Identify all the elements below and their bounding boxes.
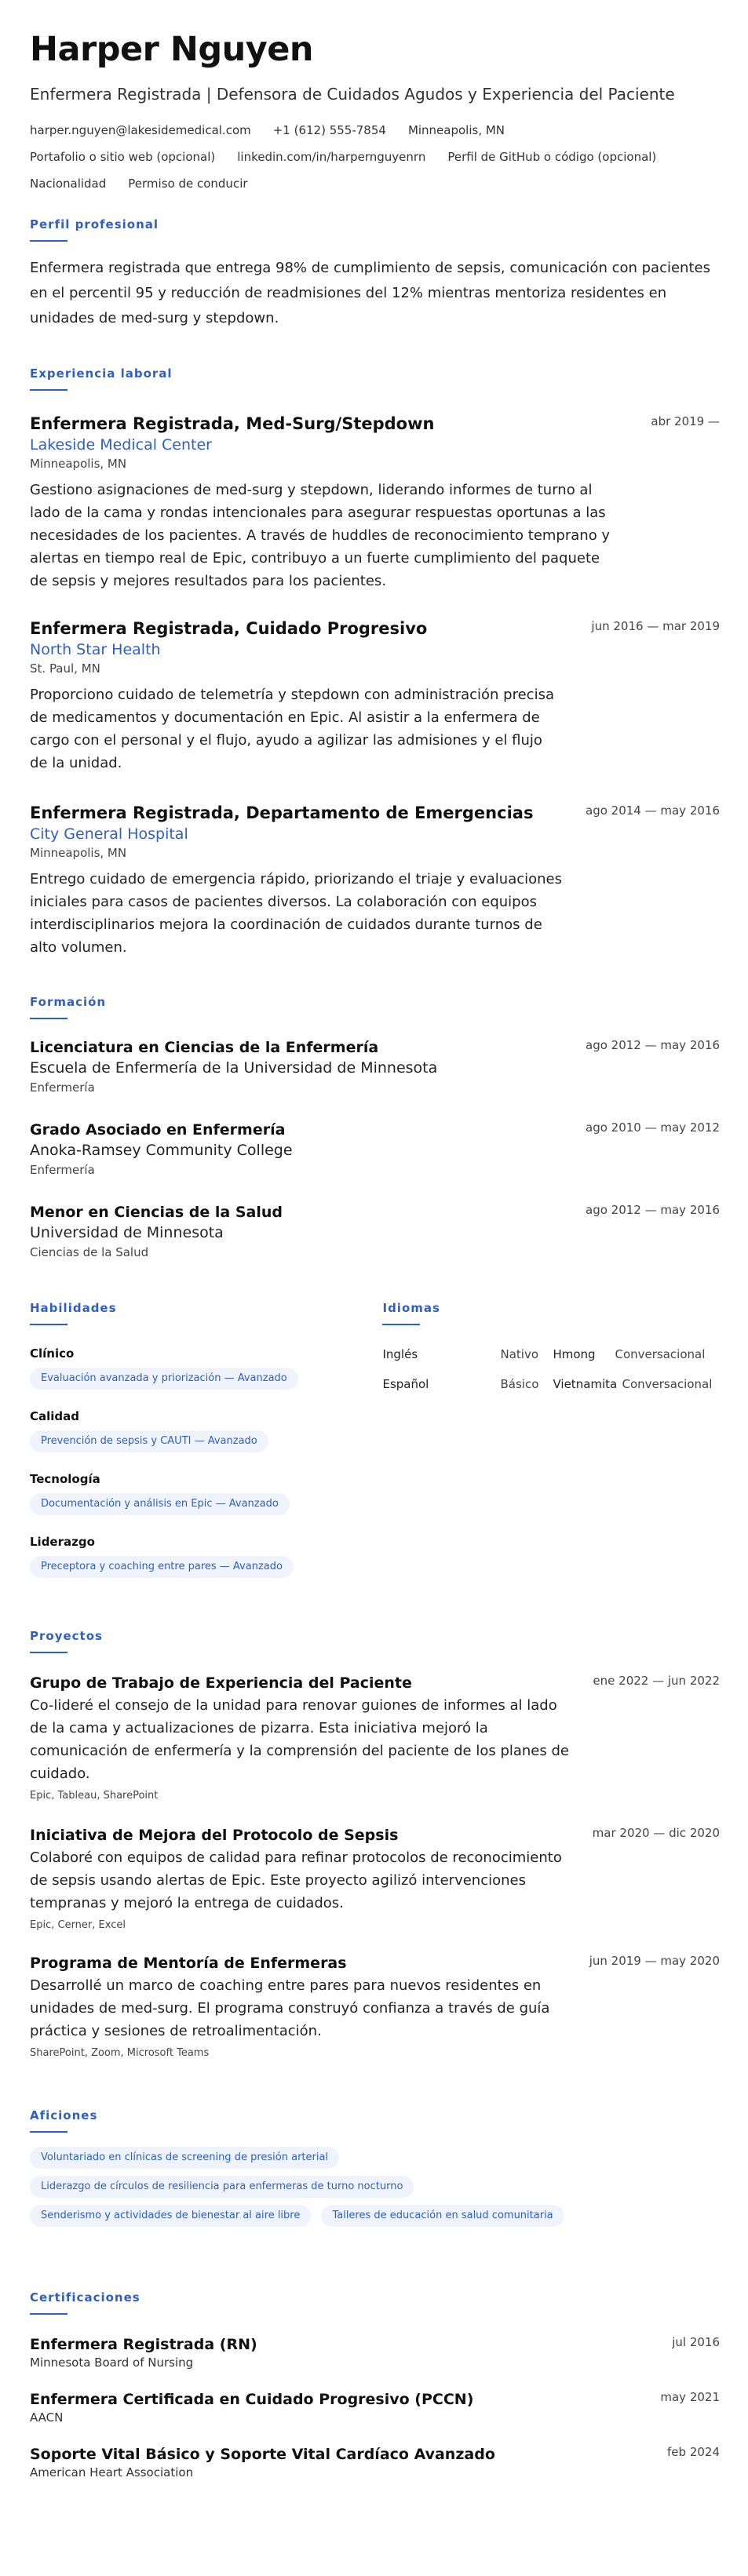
job-description: Gestiono asignaciones de med-surg y stepdown, liderando informes de turno al lado de la cama y rondas intencionales para asegurar respuestas oportunas a las necesidades de los pacientes. A través de huddles de reconocimiento temprano y alertas en tiempo real de Epic, contribuyo a un fuerte cumplimiento del paquete de sepsis y mejores resultados para los pacientes. bbox=[30, 482, 611, 589]
school-name: Escuela de Enfermería de la Universidad de Minnesota bbox=[30, 1059, 438, 1077]
section-divider bbox=[30, 2131, 68, 2133]
section-title: Proyectos bbox=[30, 1629, 103, 1643]
skill-chip: Documentación y análisis en Epic — Avanzado bbox=[30, 1493, 290, 1515]
skill-category: Clínico bbox=[30, 1346, 75, 1361]
certification-title: Enfermera Registrada (RN) bbox=[30, 2336, 257, 2353]
employer-link[interactable]: North Star Health bbox=[30, 641, 161, 658]
contact-website[interactable]: Portafolio o sitio web (opcional) bbox=[30, 150, 216, 164]
section-title: Perfil profesional bbox=[30, 217, 159, 231]
school-name: Anoka-Ramsey Community College bbox=[30, 1142, 293, 1159]
skills-languages-row bbox=[30, 1300, 720, 1578]
language-name: Español bbox=[382, 1377, 429, 1391]
project-title: Grupo de Trabajo de Experiencia del Paciente bbox=[30, 1674, 412, 1692]
project-tech: Epic, Cerner, Excel bbox=[30, 1919, 126, 1931]
skills-section bbox=[30, 1300, 382, 1578]
section-title: Idiomas bbox=[382, 1301, 440, 1315]
certification-entry bbox=[30, 2390, 720, 2426]
job-date: ago 2014 — may 2016 bbox=[586, 803, 720, 818]
field-of-study: Enfermería bbox=[30, 1080, 95, 1095]
contact-driving-license: Permiso de conducir bbox=[128, 177, 248, 191]
skill-group bbox=[30, 1408, 382, 1452]
employer-link[interactable]: City General Hospital bbox=[30, 825, 188, 843]
project-date: jun 2019 — may 2020 bbox=[589, 1954, 720, 1968]
job-title: Enfermera Registrada, Cuidado Progresivo bbox=[30, 619, 428, 638]
skill-chip: Preceptora y coaching entre pares — Avanzado bbox=[30, 1556, 294, 1578]
job-title: Enfermera Registrada, Med-Surg/Stepdown bbox=[30, 414, 435, 433]
contact-row bbox=[30, 149, 720, 165]
section-divider bbox=[30, 1018, 68, 1019]
contact-email[interactable]: harper.nguyen@lakesidemedical.com bbox=[30, 123, 251, 137]
education-entry bbox=[30, 1203, 720, 1261]
contact-linkedin[interactable]: linkedin.com/in/harpernguyenrn bbox=[237, 150, 426, 164]
summary-section bbox=[30, 217, 720, 331]
education-date: ago 2010 — may 2012 bbox=[586, 1120, 720, 1135]
contact-nationality: Nacionalidad bbox=[30, 177, 107, 191]
section-divider bbox=[30, 2313, 68, 2315]
experience-entry bbox=[30, 618, 720, 774]
job-location: St. Paul, MN bbox=[30, 661, 100, 676]
resume-header bbox=[30, 30, 720, 191]
hobby-chip: Talleres de educación en salud comunitaria bbox=[321, 2205, 564, 2227]
hobby-chip: Voluntariado en clínicas de screening de presión arterial bbox=[30, 2147, 339, 2169]
education-date: ago 2012 — may 2016 bbox=[586, 1038, 720, 1052]
certification-title: Enfermera Certificada en Cuidado Progresivo (PCCN) bbox=[30, 2391, 474, 2408]
section-title: Experiencia laboral bbox=[30, 366, 173, 381]
section-divider bbox=[30, 389, 68, 391]
certifications-section bbox=[30, 2290, 720, 2315]
project-tech: Epic, Tableau, SharePoint bbox=[30, 1790, 159, 1802]
experience-section bbox=[30, 366, 720, 391]
section-divider bbox=[30, 1652, 68, 1653]
job-date: abr 2019 — bbox=[651, 414, 720, 428]
skill-group bbox=[30, 1471, 382, 1515]
project-title: Programa de Mentoría de Enfermeras bbox=[30, 1955, 347, 1972]
project-description: Colaboré con equipos de calidad para refinar protocolos de reconocimiento de sepsis usando alertas de Epic. Este proyecto agilizó intervenciones tempranas y mejoró la entrega de cuidados. bbox=[30, 1849, 562, 1911]
education-entry bbox=[30, 1038, 720, 1096]
languages-section bbox=[382, 1300, 720, 1578]
certification-title: Soporte Vital Básico y Soporte Vital Cardíaco Avanzado bbox=[30, 2446, 495, 2463]
project-tech: SharePoint, Zoom, Microsoft Teams bbox=[30, 2047, 210, 2059]
language-level: Básico bbox=[500, 1377, 539, 1391]
candidate-name: Harper Nguyen bbox=[30, 30, 314, 69]
hobbies-section bbox=[30, 2108, 720, 2227]
language-row bbox=[382, 1346, 720, 1363]
education-section bbox=[30, 994, 720, 1019]
section-divider bbox=[382, 1324, 420, 1325]
certification-issuer: Minnesota Board of Nursing bbox=[30, 2356, 194, 2370]
school-name: Universidad de Minnesota bbox=[30, 1224, 224, 1241]
degree-title: Menor en Ciencias de la Salud bbox=[30, 1204, 283, 1221]
degree-title: Licenciatura en Ciencias de la Enfermería bbox=[30, 1039, 379, 1056]
contact-row bbox=[30, 176, 720, 191]
project-date: ene 2022 — jun 2022 bbox=[593, 1674, 720, 1688]
job-description: Proporciono cuidado de telemetría y stepdown con administración precisa de medicamentos y documentación en Epic. Al asistir a la enfermera de cargo con el personal y el flujo, ayudo a agilizar las admisiones y el flujo de la unidad. bbox=[30, 687, 554, 771]
contact-location: Minneapolis, MN bbox=[407, 123, 505, 137]
job-location: Minneapolis, MN bbox=[30, 457, 127, 471]
project-date: mar 2020 — dic 2020 bbox=[592, 1826, 720, 1840]
skill-group bbox=[30, 1346, 382, 1390]
section-divider bbox=[30, 240, 68, 242]
project-entry bbox=[30, 1674, 720, 1804]
language-level: Nativo bbox=[500, 1347, 538, 1361]
contact-phone[interactable]: +1 (612) 555-7854 bbox=[272, 123, 386, 137]
skill-group bbox=[30, 1534, 382, 1578]
field-of-study: Enfermería bbox=[30, 1163, 95, 1177]
skill-category: Tecnología bbox=[30, 1472, 100, 1486]
skill-category: Calidad bbox=[30, 1409, 80, 1423]
field-of-study: Ciencias de la Salud bbox=[30, 1245, 149, 1259]
education-date: ago 2012 — may 2016 bbox=[586, 1203, 720, 1217]
section-title: Formación bbox=[30, 995, 107, 1009]
degree-title: Grado Asociado en Enfermería bbox=[30, 1121, 286, 1139]
summary-text: Enfermera registrada que entrega 98% de cumplimiento de sepsis, comunicación con pacientes en el percentil 95 y reducción de readmisiones del 12% mientras mentoriza residentes en unidades de med-surg y stepdown. bbox=[30, 260, 710, 326]
certification-date: feb 2024 bbox=[667, 2445, 720, 2459]
certification-entry bbox=[30, 2335, 720, 2371]
job-date: jun 2016 — mar 2019 bbox=[591, 619, 720, 633]
contact-github[interactable]: Perfil de GitHub o código (opcional) bbox=[447, 150, 657, 164]
language-name: Inglés bbox=[382, 1347, 418, 1361]
skill-category: Liderazgo bbox=[30, 1535, 95, 1549]
certification-date: may 2021 bbox=[660, 2390, 720, 2404]
language-level: Conversacional bbox=[622, 1377, 713, 1391]
project-description: Co-lideré el consejo de la unidad para renovar guiones de informes al lado de la cama y actualizaciones de pizarra. Esta iniciativa mejoró la comunicación de enfermería y la comprensión del paciente de los planes de cuidado. bbox=[30, 1697, 569, 1782]
certification-issuer: AACN bbox=[30, 2410, 64, 2425]
skill-chip: Prevención de sepsis y CAUTI — Avanzado bbox=[30, 1430, 268, 1452]
job-description: Entrego cuidado de emergencia rápido, priorizando el triaje y evaluaciones iniciales para casos de pacientes diversos. La colaboración con equipos interdisciplinarios mejora la coordinación de cuidados durante turnos de alto volumen. bbox=[30, 871, 562, 956]
certification-issuer: American Heart Association bbox=[30, 2465, 194, 2479]
language-row bbox=[382, 1375, 720, 1393]
projects-section bbox=[30, 1628, 720, 1653]
project-entry bbox=[30, 1826, 720, 1933]
skill-chip: Evaluación avanzada y priorización — Avanzado bbox=[30, 1368, 298, 1390]
section-title: Aficiones bbox=[30, 2108, 98, 2122]
project-entry bbox=[30, 1954, 720, 2061]
experience-entry bbox=[30, 413, 720, 592]
job-location: Minneapolis, MN bbox=[30, 846, 127, 860]
section-divider bbox=[30, 1324, 68, 1325]
job-title: Enfermera Registrada, Departamento de Emergencias bbox=[30, 803, 534, 822]
project-title: Iniciativa de Mejora del Protocolo de Sepsis bbox=[30, 1827, 399, 1844]
education-entry bbox=[30, 1120, 720, 1179]
employer-link[interactable]: Lakeside Medical Center bbox=[30, 436, 212, 454]
experience-entry bbox=[30, 802, 720, 959]
certification-entry bbox=[30, 2445, 720, 2481]
section-title: Habilidades bbox=[30, 1301, 117, 1315]
candidate-headline: Enfermera Registrada | Defensora de Cuidados Agudos y Experiencia del Paciente bbox=[30, 85, 675, 104]
language-name: Hmong bbox=[553, 1347, 596, 1361]
section-title: Certificaciones bbox=[30, 2290, 140, 2305]
certification-date: jul 2016 bbox=[672, 2335, 720, 2349]
language-level: Conversacional bbox=[615, 1347, 706, 1361]
project-description: Desarrollé un marco de coaching entre pares para nuevos residentes en unidades de med-surg. El programa construyó confianza a través de guía práctica y sesiones de retroalimentación. bbox=[30, 1977, 550, 2039]
contact-row bbox=[30, 122, 720, 138]
language-name: Vietnamita bbox=[553, 1377, 618, 1391]
hobby-chip: Senderismo y actividades de bienestar al aire libre bbox=[30, 2205, 311, 2227]
hobby-chip: Liderazgo de círculos de resiliencia para enfermeras de turno nocturno bbox=[30, 2176, 414, 2198]
